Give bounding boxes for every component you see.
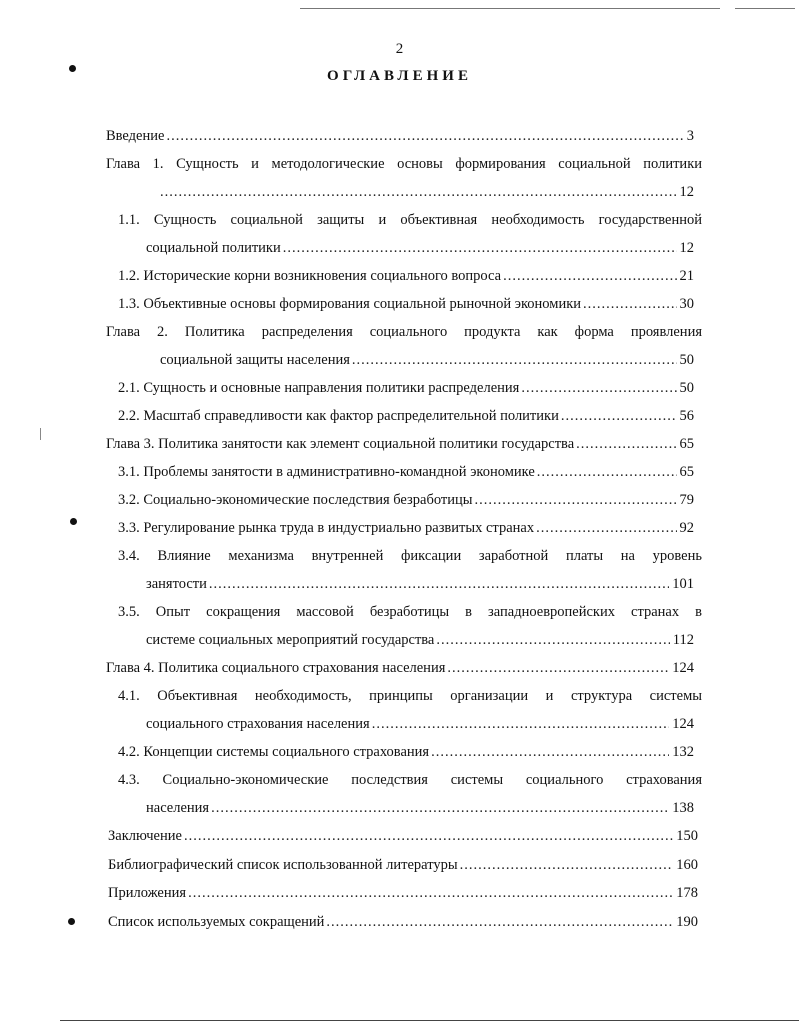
toc-entry-4-3: 4.3. Социально-экономические последствия системы социального страхования <box>118 772 702 788</box>
toc-entry-conclusion: Заключение ..... 150 <box>108 822 698 850</box>
toc-entry-1-1-cont: социальной политики ..... 12 <box>146 234 694 262</box>
toc-entry-3-5: 3.5. Опыт сокращения массовой безработицы в западноевропейских странах в <box>118 604 702 620</box>
toc-entry-chapter-1: Глава 1. Сущность и методологические основы формирования социальной политики <box>106 156 702 172</box>
toc-entry-1-3: 1.3. Объективные основы формирования социальной рыночной экономики ..... 30 <box>118 290 694 318</box>
toc-entry-3-2: 3.2. Социально-экономические последствия безработицы ..... 79 <box>118 486 694 514</box>
toc-entry-4-3-cont: населения ..... 138 <box>146 794 694 822</box>
toc-entry-4-2: 4.2. Концепции системы социального страхования ..... 132 <box>118 738 694 766</box>
toc-entry-3-5-cont: системе социальных мероприятий государства ..... 112 <box>146 626 694 654</box>
toc-entry-bibliography: Библиографический список использованной литературы ..... 160 <box>108 851 698 879</box>
toc-entry-chapter-1-page: ..... 12 <box>160 178 694 206</box>
toc-entry-intro: Введение ..... 3 <box>106 122 694 150</box>
toc-entry-3-4-cont: занятости ..... 101 <box>146 570 694 598</box>
toc-entry-4-1: 4.1. Объективная необходимость, принципы организации и структура системы <box>118 688 702 704</box>
toc-entry-3-3: 3.3. Регулирование рынка труда в индустриально развитых странах ..... 92 <box>118 514 694 542</box>
toc-entry-3-4: 3.4. Влияние механизма внутренней фиксации заработной платы на уровень <box>118 548 702 564</box>
toc-entry-2-1: 2.1. Сущность и основные направления политики распределения ..... 50 <box>118 374 694 402</box>
toc-entry-chapter-2-cont: социальной защиты населения ..... 50 <box>160 346 694 374</box>
toc-entry-chapter-2: Глава 2. Политика распределения социального продукта как форма проявления <box>106 324 702 340</box>
scan-artifact-line-top-right <box>735 8 795 9</box>
toc-entry-abbreviations: Список используемых сокращений ..... 190 <box>108 908 698 936</box>
toc-entry-3-1: 3.1. Проблемы занятости в административно-командной экономике ..... 65 <box>118 458 694 486</box>
toc-entry-chapter-3: Глава 3. Политика занятости как элемент социальной политики государства ..... 65 <box>106 430 694 458</box>
page-number: 2 <box>395 41 404 57</box>
scan-artifact-dot <box>70 518 77 525</box>
toc-entry-1-1: 1.1. Сущность социальной защиты и объективная необходимость государственной <box>118 212 702 228</box>
scan-artifact-mark <box>40 428 41 440</box>
scan-artifact-line-top <box>300 8 720 9</box>
toc-entry-chapter-4: Глава 4. Политика социального страхования населения ..... 124 <box>106 654 694 682</box>
toc-entry-1-2: 1.2. Исторические корни возникновения социального вопроса ..... 21 <box>118 262 694 290</box>
page-title: ОГЛАВЛЕНИЕ <box>327 68 472 84</box>
toc-entry-2-2: 2.2. Масштаб справедливости как фактор распределительной политики ..... 56 <box>118 402 694 430</box>
toc-entry-4-1-cont: социального страхования населения ..... 124 <box>146 710 694 738</box>
scan-artifact-dot <box>68 918 75 925</box>
scan-artifact-line-bottom <box>60 1020 799 1021</box>
toc-entry-appendices: Приложения ..... 178 <box>108 879 698 907</box>
